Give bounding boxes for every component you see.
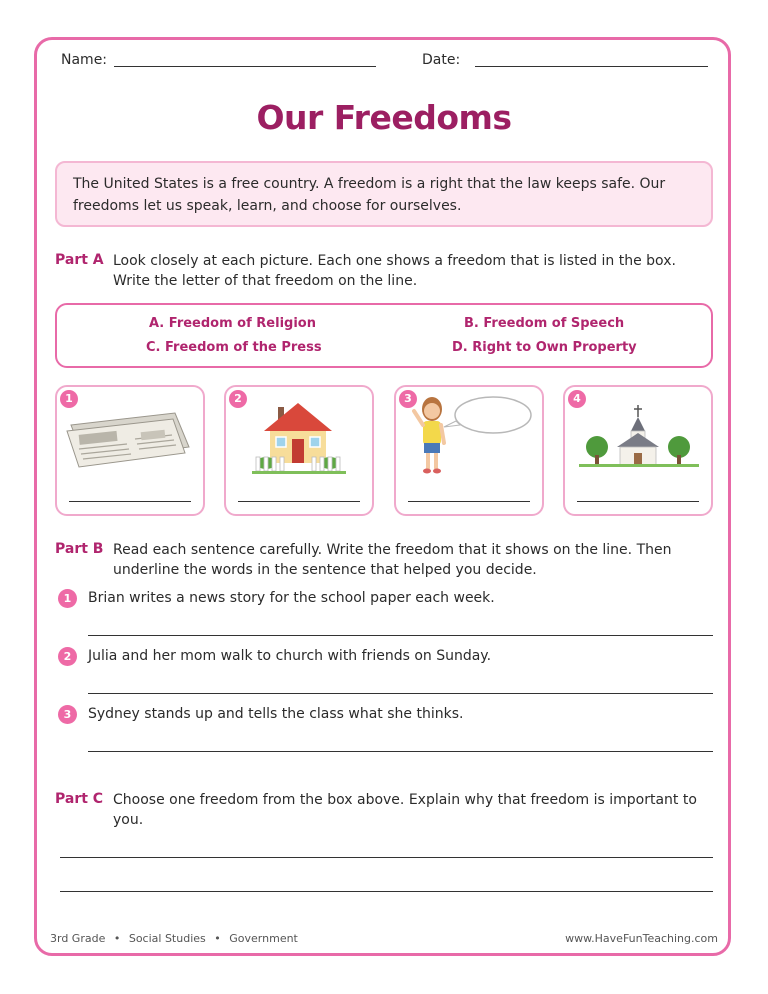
picture-card-1: [55, 385, 205, 516]
sentence-answer-line-2[interactable]: [88, 693, 713, 694]
footer-subject: Social Studies: [128, 932, 206, 945]
page-title: Our Freedoms: [256, 98, 512, 137]
card-answer-line-4[interactable]: [577, 501, 699, 502]
sentence-3: Sydney stands up and tells the class what she thinks.: [88, 706, 464, 722]
church-icon: [565, 387, 711, 514]
footer-topic: Government: [229, 932, 298, 945]
footer-tags: [50, 932, 298, 945]
footer-grade: 3rd Grade: [50, 932, 106, 945]
sentence-number-2: 2: [58, 647, 77, 666]
house-icon: [226, 387, 372, 514]
picture-card-4: [563, 385, 713, 516]
intro-text: The United States is a free country. A freedom is a right that the law keeps safe. Our freedoms let us speak, learn, and choose for ourselves.: [73, 176, 666, 214]
sentence-answer-line-1[interactable]: [88, 635, 713, 636]
card-number-1: 1: [60, 390, 78, 408]
part-a-line-2: Write the letter of that freedom on the line.: [113, 273, 418, 289]
card-answer-line-3[interactable]: [408, 501, 530, 502]
card-number-4: 4: [568, 390, 586, 408]
part-c-line-2: you.: [113, 812, 144, 828]
card-number-2: 2: [229, 390, 247, 408]
part-c-label: Part C: [55, 791, 104, 807]
explain-answer-line-1[interactable]: [60, 857, 713, 858]
part-c-line-1: Choose one freedom from the box above. Explain why that freedom is important to: [113, 792, 697, 808]
sentence-number-1: 1: [58, 589, 77, 608]
freedom-options-box: [55, 303, 713, 368]
part-a-label: Part A: [55, 252, 104, 268]
part-a-instructions: [113, 251, 713, 291]
card-number-3: 3: [399, 390, 417, 408]
option-d: D. Right to Own Property: [452, 340, 637, 355]
name-field[interactable]: [114, 66, 376, 67]
part-a-line-1: Look closely at each picture. Each one shows a freedom that is listed in the box.: [113, 253, 676, 269]
sentence-number-3: 3: [58, 705, 77, 724]
sentence-1: Brian writes a news story for the school paper each week.: [88, 590, 495, 606]
name-label: Name:: [61, 52, 108, 68]
date-field[interactable]: [475, 66, 708, 67]
option-b: B. Freedom of Speech: [464, 316, 625, 331]
part-b-instructions: [113, 540, 713, 580]
part-b-line-1: Read each sentence carefully. Write the freedom that it shows on the line. Then: [113, 542, 672, 558]
part-b-line-2: underline the words in the sentence that helped you decide.: [113, 562, 537, 578]
card-answer-line-1[interactable]: [69, 501, 191, 502]
card-answer-line-2[interactable]: [238, 501, 360, 502]
sentence-2: Julia and her mom walk to church with friends on Sunday.: [88, 648, 492, 664]
newspaper-icon: [57, 387, 203, 514]
picture-card-2: [224, 385, 374, 516]
date-label: Date:: [422, 52, 461, 68]
speaking-girl-icon: [396, 387, 542, 514]
part-b-label: Part B: [55, 541, 104, 557]
part-c-instructions: [113, 790, 713, 830]
option-c: C. Freedom of the Press: [146, 340, 322, 355]
intro-box: [55, 161, 713, 227]
sentence-answer-line-3[interactable]: [88, 751, 713, 752]
footer-bullet-1: •: [113, 932, 121, 945]
footer-bullet-2: •: [214, 932, 221, 945]
picture-card-3: [394, 385, 544, 516]
option-a: A. Freedom of Religion: [149, 316, 316, 331]
explain-answer-line-2[interactable]: [60, 891, 713, 892]
footer-website[interactable]: www.HaveFunTeaching.com: [565, 932, 718, 945]
